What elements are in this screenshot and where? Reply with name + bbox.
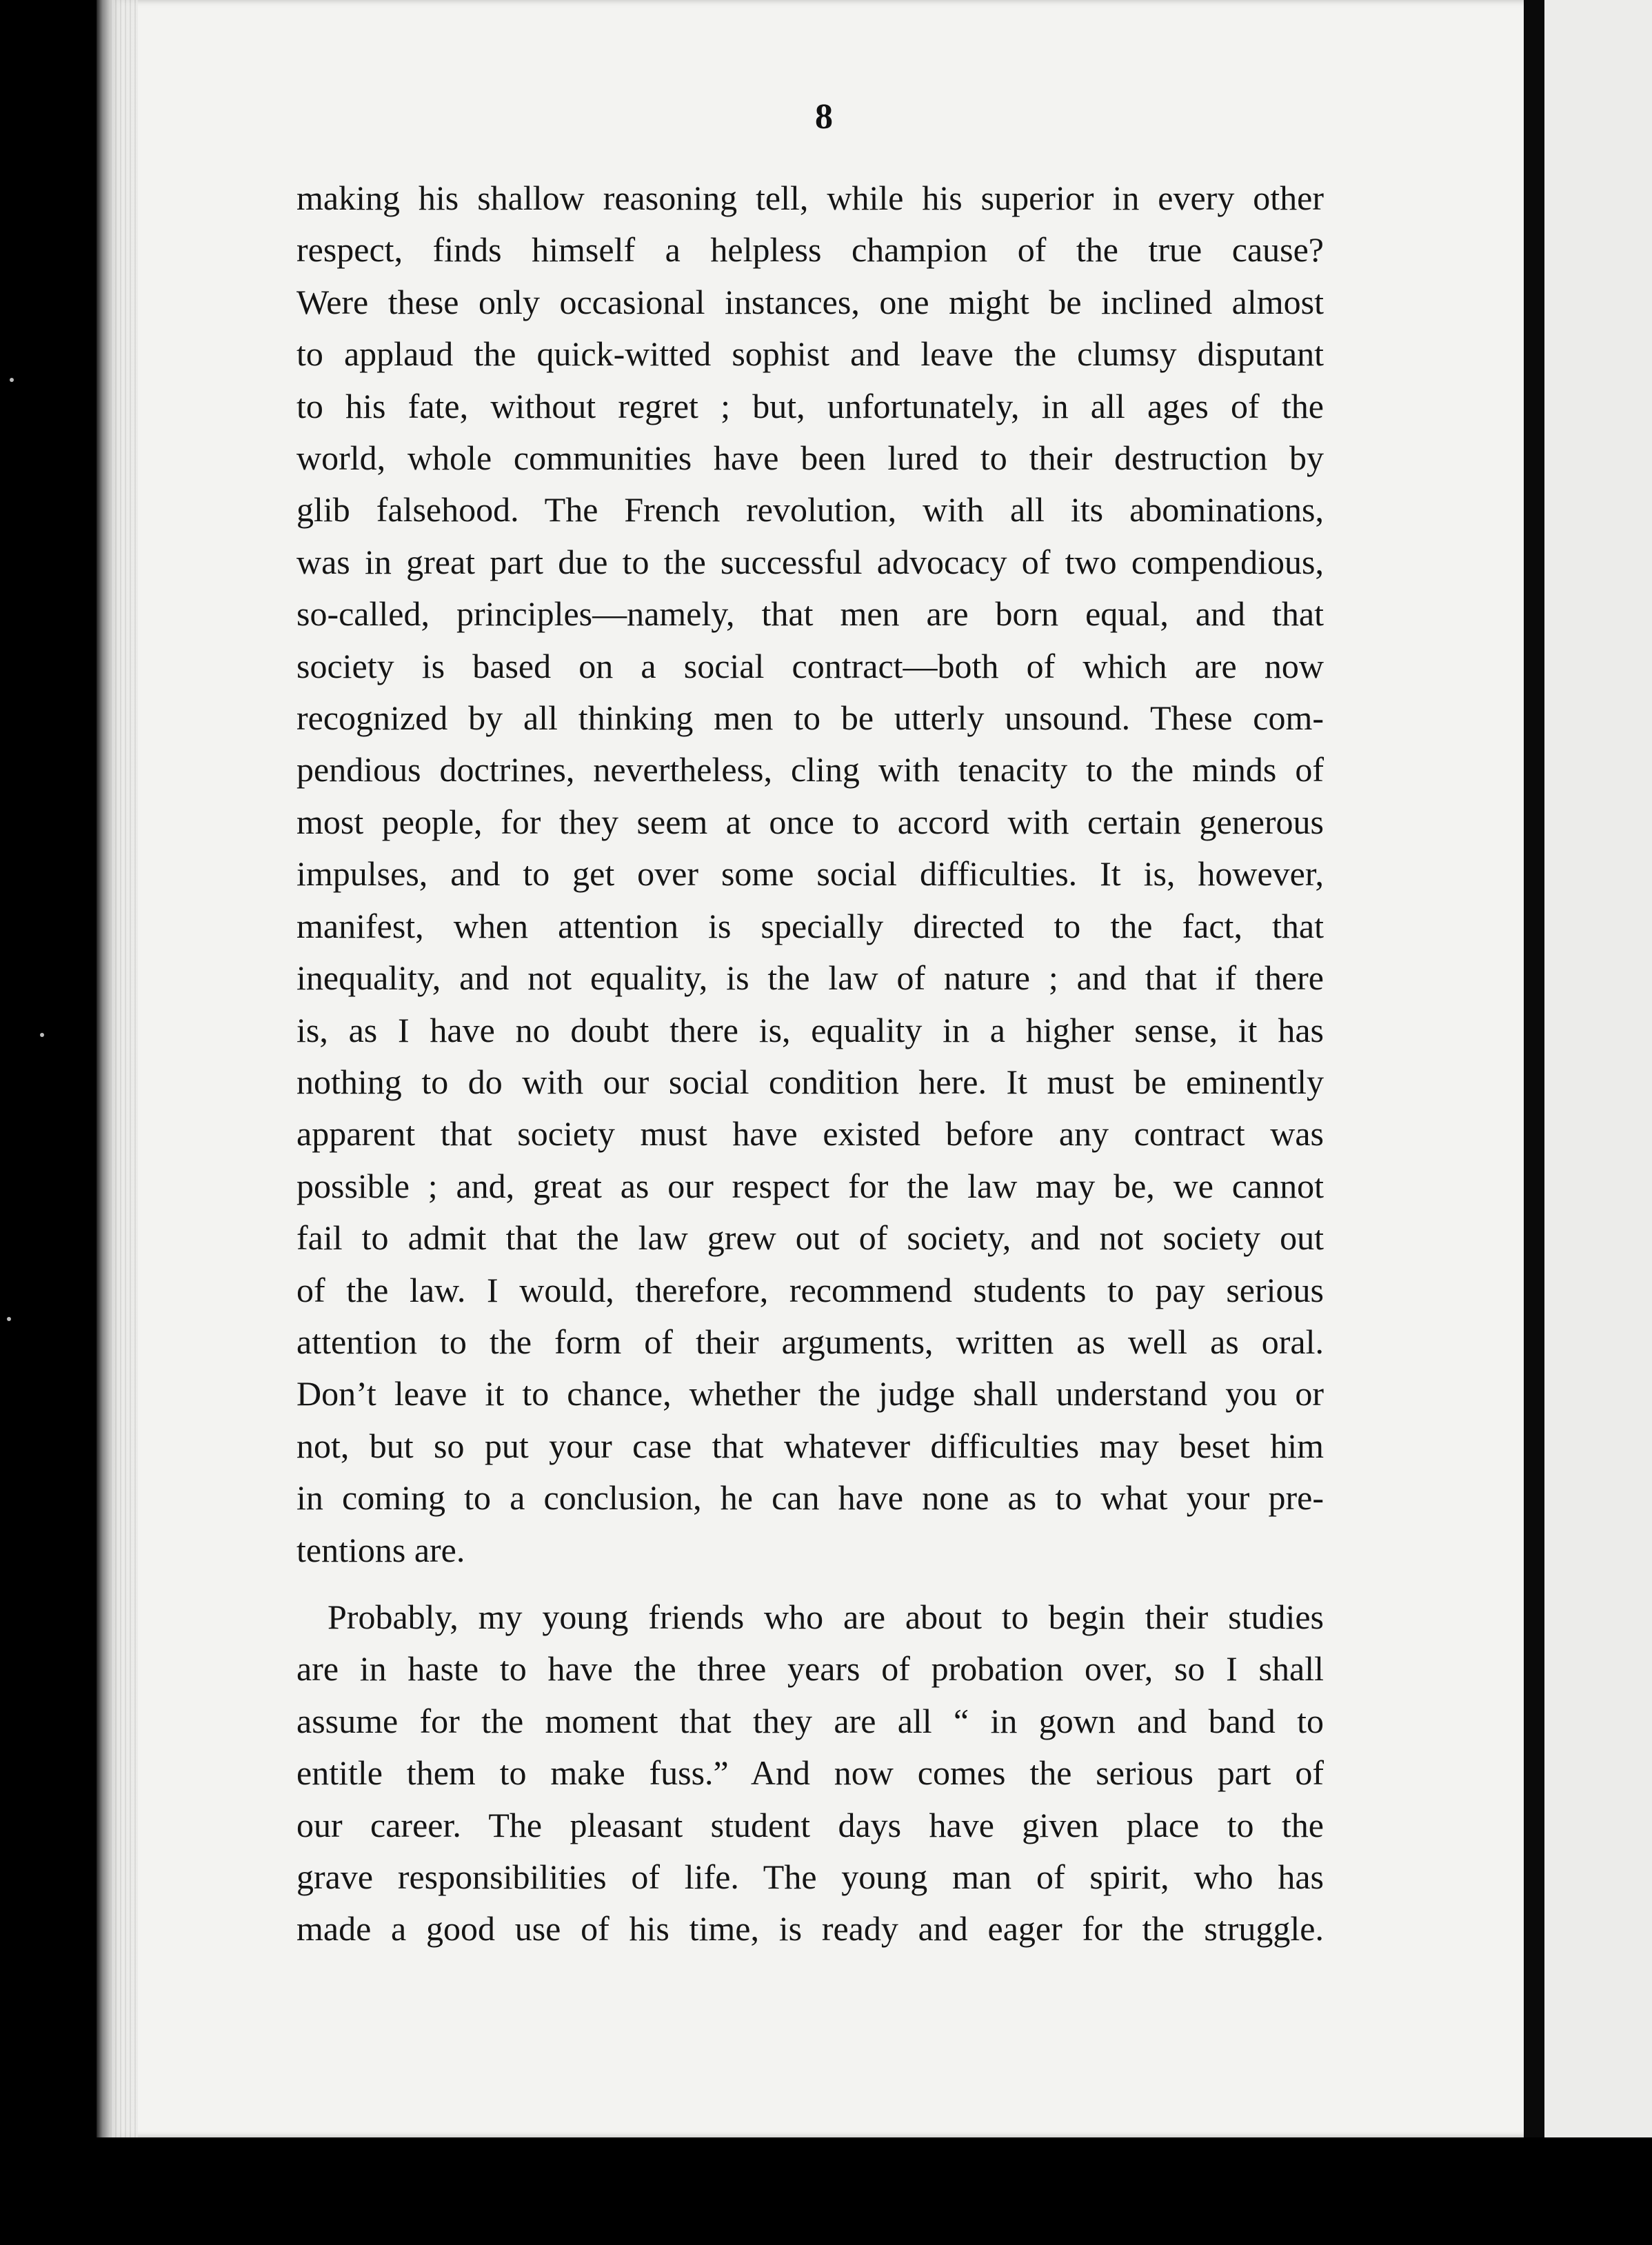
scan-bottom-border bbox=[0, 2137, 1652, 2245]
text-line: was in great part due to the successful advocacy of two compendious, bbox=[296, 542, 1324, 581]
text-line: assume for the moment that they are all “ in gown and band to bbox=[296, 1701, 1324, 1740]
page-stack-edges bbox=[110, 0, 138, 2137]
page-number bbox=[0, 97, 1652, 137]
text-line: grave responsibilities of life. The young man of spirit, who has bbox=[296, 1858, 1324, 1896]
text-line: so-called, principles—namely, that men are born equal, and that bbox=[296, 594, 1324, 634]
text-line: Were these only occasional instances, one might be inclined almost bbox=[296, 282, 1324, 321]
text-line: Don’t leave it to chance, whether the judge shall understand you or bbox=[296, 1374, 1324, 1413]
text-line: glib falsehood. The French revolution, with all its abominations, bbox=[296, 490, 1324, 530]
text-line: fail to admit that the law grew out of society, and not society out bbox=[296, 1218, 1324, 1258]
text-line: not, but so put your case that whatever difficulties may beset him bbox=[296, 1426, 1324, 1465]
paragraph-2 bbox=[296, 1591, 1324, 1955]
text-line: of the law. I would, therefore, recommend students to pay serious bbox=[296, 1270, 1324, 1309]
text-line: manifest, when attention is specially directed to the fact, that bbox=[296, 906, 1324, 945]
text-line: in coming to a conclusion, he can have none as to what your pre- bbox=[296, 1478, 1324, 1518]
text-line: Probably, my young friends who are about to begin their studies bbox=[328, 1597, 1324, 1636]
text-line: society is based on a social contract—both of which are now bbox=[296, 646, 1324, 685]
text-line: are in haste to have the three years of probation over, so I shall bbox=[296, 1649, 1324, 1689]
text-line: nothing to do with our social condition here. It must be eminently bbox=[296, 1062, 1324, 1101]
text-line: our career. The pleasant student days have given place to the bbox=[296, 1805, 1324, 1844]
page-number-text: 8 bbox=[815, 97, 833, 137]
text-line: to applaud the quick-witted sophist and leave the clumsy disputant bbox=[296, 334, 1324, 374]
text-line: possible ; and, great as our respect for the law may be, we cannot bbox=[296, 1166, 1324, 1205]
text-line: is, as I have no doubt there is, equality in a higher sense, it has bbox=[296, 1010, 1324, 1049]
text-line: recognized by all thinking men to be utterly unsound. These com- bbox=[296, 698, 1324, 738]
paragraph-1 bbox=[296, 172, 1324, 1576]
page-fold-shadow bbox=[1524, 0, 1544, 2137]
body-text bbox=[296, 172, 1324, 1955]
text-line: entitle them to make fuss.” And now comes the serious part of bbox=[296, 1753, 1324, 1793]
text-line: apparent that society must have existed before any contract was bbox=[296, 1114, 1324, 1154]
text-line: to his fate, without regret ; but, unfortunately, in all ages of the bbox=[296, 386, 1324, 425]
text-line: world, whole communities have been lured to their destruction by bbox=[296, 439, 1324, 478]
text-line: inequality, and not equality, is the law of nature ; and that if there bbox=[296, 958, 1324, 998]
text-line: impulses, and to get over some social difficulties. It is, however, bbox=[296, 854, 1324, 894]
page-gutter-edge bbox=[97, 0, 112, 2137]
text-line: attention to the form of their arguments, written as well as oral. bbox=[296, 1322, 1324, 1361]
facing-page-edge bbox=[1544, 0, 1652, 2137]
text-line: made a good use of his time, is ready and eager for the struggle. bbox=[296, 1909, 1324, 1949]
text-line: respect, finds himself a helpless champion of the true cause? bbox=[296, 230, 1324, 270]
text-line: tentions are. bbox=[296, 1530, 465, 1569]
text-line: pendious doctrines, nevertheless, cling with tenacity to the minds of bbox=[296, 750, 1324, 789]
text-line: making his shallow reasoning tell, while his superior in every other bbox=[296, 179, 1324, 217]
text-line: most people, for they seem at once to accord with certain generous bbox=[296, 802, 1324, 841]
